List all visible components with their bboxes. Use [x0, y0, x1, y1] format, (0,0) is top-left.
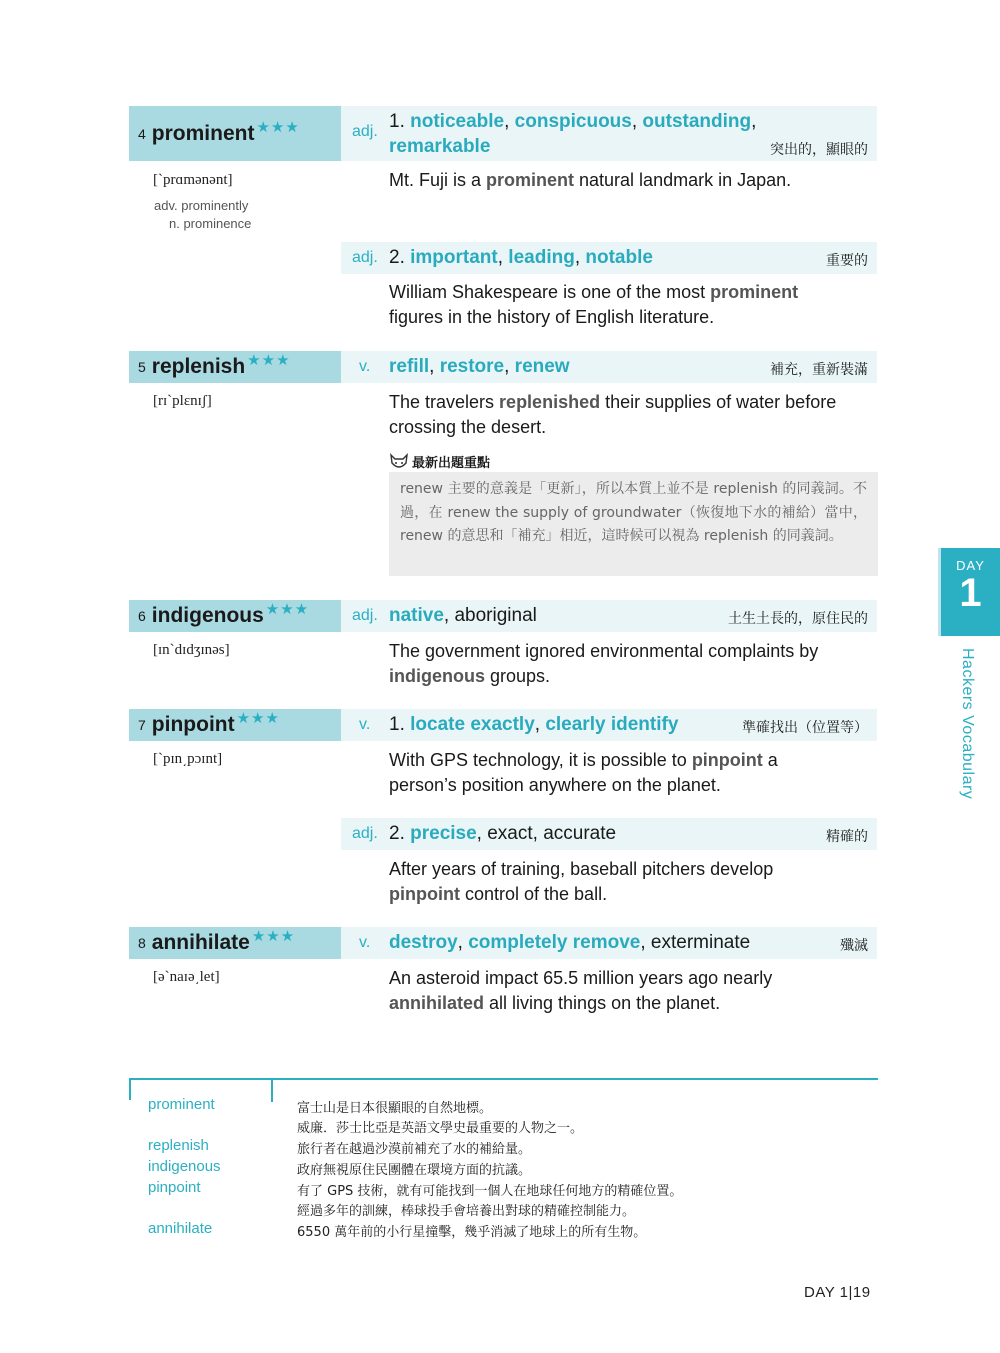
phonetic: [`pɪn͵pɔɪnt]	[153, 751, 223, 767]
entry-number: 4	[138, 125, 146, 142]
entry-header-replenish	[129, 351, 341, 383]
translation-divider-tick	[271, 1078, 273, 1102]
page-number: DAY 1|19	[804, 1284, 871, 1301]
frequency-stars: ★★★	[247, 352, 291, 369]
headword: prominent	[151, 121, 255, 145]
exam-tip-box: renew 主要的意義是「更新」，所以本質上並不是 replenish 的同義詞。不過，在 renew the supply of groundwater（恢復地下水的補給）當中，renew 的意思和「補充」相近，這時候可以視為 replenish 的同義詞。	[389, 472, 878, 576]
example-sentence: With GPS technology, it is possible to pinpoint a person’s position anywhere on the planet.	[389, 750, 778, 795]
phonetic: [rɪ`plɛnɪʃ]	[153, 393, 212, 409]
definition-bar	[341, 600, 877, 632]
frequency-stars: ★★★	[236, 710, 280, 727]
phonetic: [`prɑmənənt]	[153, 172, 233, 188]
frequency-stars: ★★★	[265, 601, 310, 618]
entry-header-indigenous	[129, 600, 341, 632]
translation-line: 有了 GPS 技術，就有可能找到一個人在地球任何地方的精確位置。	[297, 1184, 683, 1199]
example-sentence: After years of training, baseball pitchers develop pinpoint control of the ball.	[389, 859, 774, 904]
phonetic: [ə`naɪə͵let]	[153, 969, 220, 985]
entry-number: 8	[138, 935, 146, 951]
definition-bar	[341, 351, 877, 383]
definition-bar	[341, 709, 877, 741]
part-of-speech: v.	[359, 934, 371, 951]
example-sentence: The travelers replenished their supplies of water before crossing the desert.	[389, 392, 837, 437]
translation-line: 6550 萬年前的小行星撞擊，幾乎消滅了地球上的所有生物。	[297, 1225, 647, 1240]
definition-text: native, aboriginal	[389, 605, 537, 626]
chinese-meaning: 突出的，顯眼的	[770, 142, 868, 158]
headword: replenish	[151, 355, 246, 378]
definition-text: 2. precise, exact, accurate	[389, 823, 617, 844]
definition-bar	[341, 106, 877, 161]
translation-line: 富士山是日本很顯眼的自然地標。	[297, 1101, 493, 1116]
chinese-meaning: 殲滅	[840, 938, 868, 954]
example-sentence: An asteroid impact 65.5 million years ago nearly annihilated all living things on the planet.	[389, 968, 773, 1013]
definition-bar	[341, 818, 877, 850]
translation-line: 旅行者在越過沙漠前補充了水的補給量。	[297, 1142, 532, 1157]
translation-divider	[129, 1078, 878, 1080]
fox-icon	[389, 453, 409, 471]
example-sentence: Mt. Fuji is a prominent natural landmark in Japan.	[389, 170, 792, 190]
entry-number: 5	[138, 359, 146, 375]
part-of-speech: adj.	[352, 123, 378, 140]
chinese-meaning: 精確的	[826, 829, 868, 845]
part-of-speech: adj.	[352, 249, 378, 266]
day-label: DAY	[956, 558, 985, 573]
day-tab[interactable]	[938, 548, 1000, 636]
translation-divider-tick	[129, 1078, 131, 1100]
example-sentence: The government ignored environmental complaints by indigenous groups.	[389, 641, 819, 686]
definition-bar	[341, 927, 877, 959]
definition-text: 1. noticeable, conspicuous, outstanding, remarkable	[389, 111, 757, 157]
headword: pinpoint	[151, 713, 235, 736]
day-number: 1	[959, 571, 982, 615]
chinese-meaning: 準確找出（位置等）	[742, 720, 868, 736]
definition-text: 1. locate exactly, clearly identify	[389, 714, 679, 735]
part-of-speech: v.	[359, 716, 371, 733]
entry-header-pinpoint	[129, 709, 341, 741]
definition-text: 2. important, leading, notable	[389, 247, 653, 268]
book-title-vertical: Hackers Vocabulary	[959, 648, 976, 800]
translation-word: pinpoint	[148, 1179, 201, 1196]
chinese-meaning: 補充，重新裝滿	[770, 362, 868, 378]
headword: annihilate	[151, 931, 250, 954]
definition-text: destroy, completely remove, exterminate	[389, 932, 751, 953]
translation-word: replenish	[148, 1137, 209, 1154]
translation-word: annihilate	[148, 1220, 213, 1237]
entry-number: 7	[138, 717, 146, 733]
translation-line: 經過多年的訓練，棒球投手會培養出對球的精確控制能力。	[297, 1204, 636, 1219]
chinese-meaning: 重要的	[826, 253, 868, 269]
translation-line: 政府無視原住民團體在環境方面的抗議。	[297, 1163, 532, 1178]
headword: indigenous	[151, 604, 264, 627]
frequency-stars: ★★★	[251, 928, 296, 945]
exam-tip-title: 最新出題重點	[389, 452, 490, 471]
definition-bar	[341, 242, 877, 274]
chinese-meaning: 土生土長的，原住民的	[728, 611, 868, 627]
part-of-speech: adj.	[352, 825, 378, 842]
entry-number: 6	[138, 608, 146, 624]
derivative-adverb: adv. prominently	[154, 198, 249, 213]
translation-line: 威廉．莎士比亞是英語文學史最重要的人物之一。	[297, 1121, 584, 1136]
part-of-speech: adj.	[352, 607, 378, 624]
translation-word: indigenous	[148, 1158, 221, 1175]
part-of-speech: v.	[359, 358, 371, 375]
definition-text: refill, restore, renew	[389, 356, 570, 377]
frequency-stars: ★★★	[256, 118, 300, 136]
derivative-noun: n. prominence	[169, 216, 252, 231]
example-sentence: William Shakespeare is one of the most prominent figures in the history of English literature.	[389, 282, 799, 327]
translation-word: prominent	[148, 1096, 215, 1113]
phonetic: [ɪn`dɪdʒɪnəs]	[153, 642, 230, 658]
entry-header-annihilate	[129, 927, 341, 959]
entry-header-prominent	[129, 106, 341, 161]
